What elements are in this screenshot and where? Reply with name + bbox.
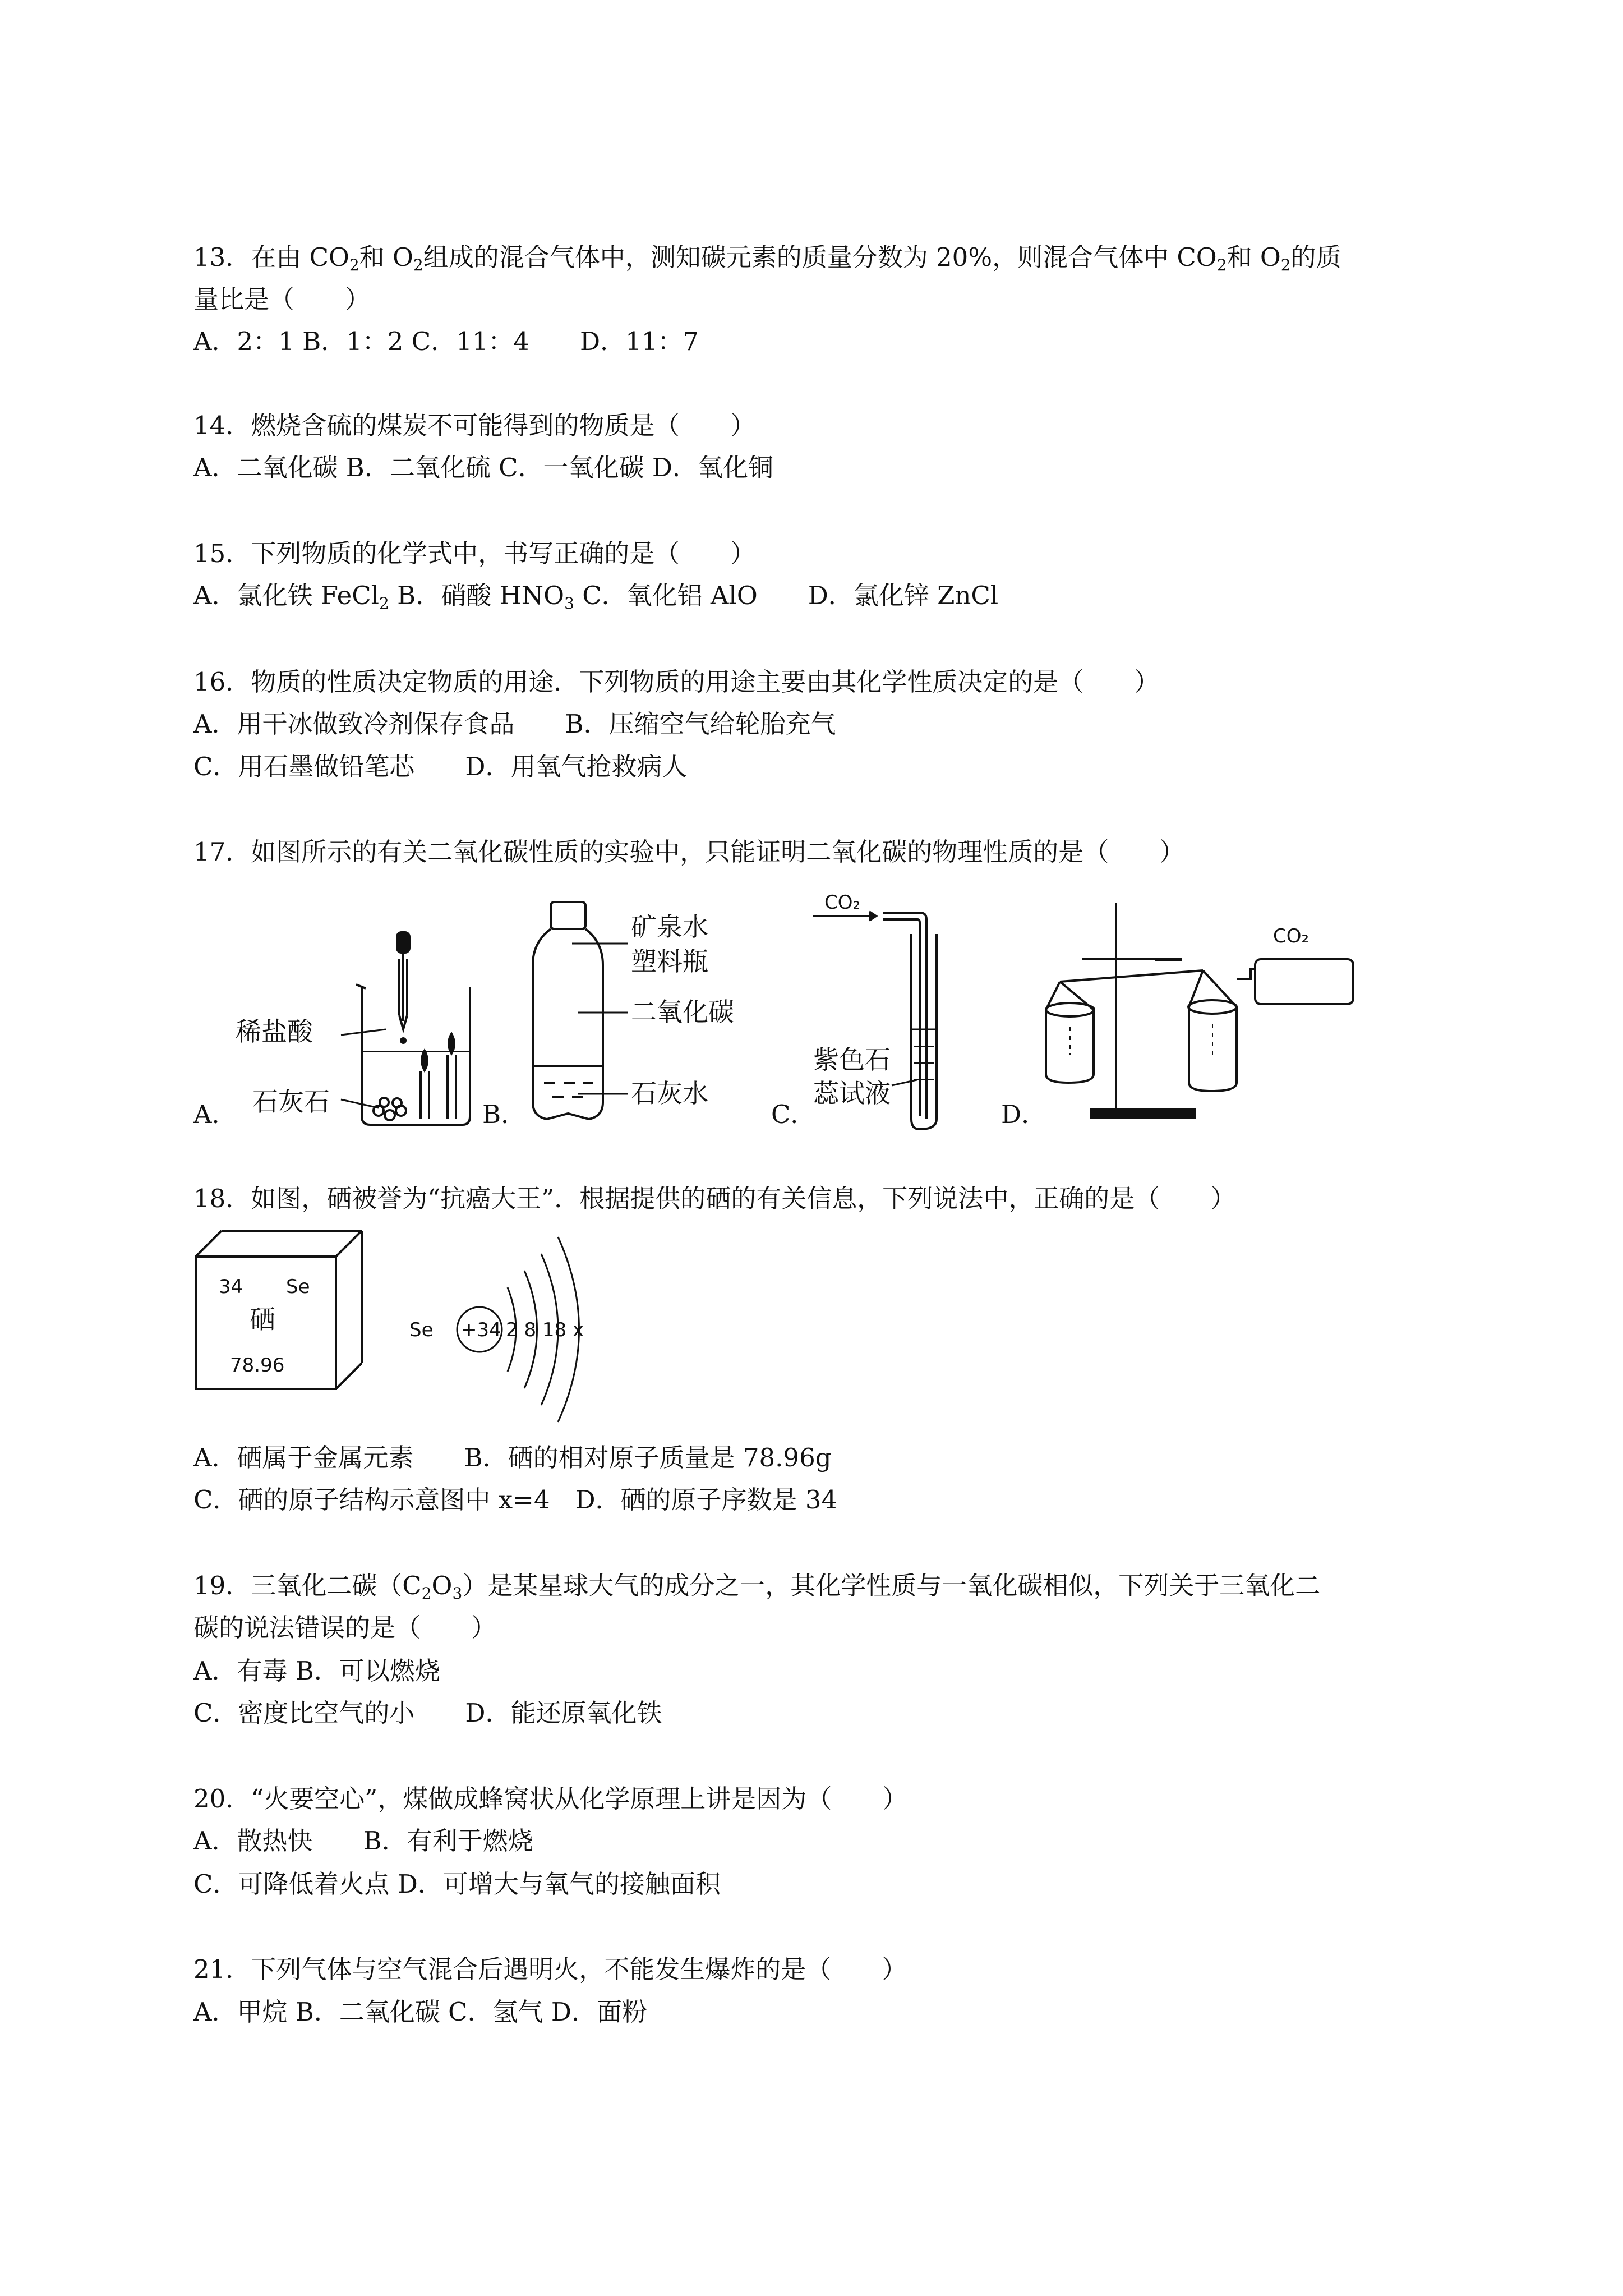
q13-stem-line1: 13．在由 $CO_2$和 $O_2$组成的混合气体中，测知碳元素的质量分数为 20%，则混合气体中 $CO_2$和 $O_2$的质 [193, 242, 1341, 274]
q16-stem: 16．物质的性质决定物质的用途．下列物质的用途主要由其化学性质决定的是（ ） [193, 667, 1160, 697]
q17-option-d-label: D． [1001, 1099, 1047, 1129]
q19-options-row2: C．密度比空气的小 D．能还原氧化铁 [193, 1698, 662, 1728]
q17-figure-c [808, 884, 981, 1136]
q18-atom-nucleus: +34 [461, 1319, 501, 1341]
q17-fig-a-stone-label: 石灰石 [252, 1087, 330, 1117]
q20-options-row2: C．可降低着火点 D．可增大与氧气的接触面积 [193, 1869, 721, 1899]
q21-stem: 21．下列气体与空气混合后遇明火，不能发生爆炸的是（ ） [193, 1954, 907, 1984]
q17-figure-a [236, 926, 471, 1133]
q21-options: A．甲烷 B．二氧化碳 C．氢气 D．面粉 [193, 1997, 647, 2027]
q17-option-c-label: C． [771, 1099, 816, 1129]
q17-fig-c-litmus-label-2: 蕊试液 [813, 1078, 891, 1108]
q18-atom-shells: 2 8 18 x [506, 1319, 584, 1341]
q17-stem: 17．如图所示的有关二氧化碳性质的实验中，只能证明二氧化碳的物理性质的是（ ） [193, 837, 1185, 867]
q15-stem: 15．下列物质的化学式中，书写正确的是（ ） [193, 539, 756, 568]
q19-stem-line1: 19．三氧化二碳$(C_2O_3)$是某星球大气的成分之一，其化学性质与一氧化碳相似，下列关于三氧化二 [193, 1571, 1321, 1603]
q17-fig-c-litmus-label-1: 紫色石 [813, 1045, 891, 1075]
q18-atom-diagram [404, 1220, 606, 1439]
q14-options: A．二氧化碳 B．二氧化硫 C．一氧化碳 D．氧化铜 [193, 453, 773, 482]
q14-stem: 14．燃烧含硫的煤炭不可能得到的物质是（ ） [193, 411, 756, 440]
q19-stem-line2: 碳的说法错误的是（ ） [193, 1613, 497, 1642]
q19-options-row1: A．有毒 B．可以燃烧 [193, 1656, 440, 1686]
q20-stem: 20．“火要空心”，煤做成蜂窝状从化学原理上讲是因为（ ） [193, 1784, 908, 1814]
q13-stem-line2: 量比是（ ） [193, 284, 371, 314]
q17-fig-d-gas-label: CO₂ [1273, 925, 1310, 947]
q18-card-symbol: Se [286, 1276, 310, 1298]
q18-atom-symbol: Se [409, 1319, 434, 1341]
q16-options-row2: C．用石墨做铅笔芯 D．用氧气抢救病人 [193, 752, 688, 781]
q18-card-mass: 78.96 [230, 1354, 285, 1377]
q17-fig-b-water-label: 矿泉水 [631, 912, 708, 942]
q17-fig-c-gas-label: CO₂ [824, 891, 861, 914]
q17-fig-b-lime-label: 石灰水 [631, 1078, 708, 1108]
q15-options: A．氯化铁 FeCl$_2$ B．硝酸 $HNO_3$ C．氧化铝 AlO D．氯化锌 ZnCl [193, 581, 999, 613]
q18-options-row1: A．硒属于金属元素 B．硒的相对原子质量是 78.96g [193, 1443, 832, 1473]
q18-card-name: 硒 [250, 1304, 275, 1335]
q17-fig-b-gas-label: 二氧化碳 [631, 997, 734, 1027]
q17-fig-b-bottle-label: 塑料瓶 [631, 946, 708, 977]
q17-figure-b [522, 898, 757, 1133]
q18-options-row2: C．硒的原子结构示意图中 x=4 D．硒的原子序数是 34 [193, 1485, 838, 1515]
q17-option-a-label: A． [193, 1099, 237, 1129]
q18-element-card [193, 1228, 384, 1397]
q20-options-row1: A．散热快 B．有利于燃烧 [193, 1826, 533, 1856]
q18-card-number: 34 [219, 1276, 243, 1298]
q17-fig-a-acid-label: 稀盐酸 [236, 1016, 313, 1047]
q13-options: A．2：1 B．1：2 C．11：4 D．11：7 [193, 326, 699, 356]
q16-options-row1: A．用干冰做致冷剂保存食品 B．压缩空气给轮胎充气 [193, 709, 836, 739]
q17-figure-d [1043, 898, 1363, 1128]
q17-option-b-label: B． [482, 1099, 527, 1129]
q18-stem: 18．如图，硒被誉为“抗癌大王”．根据提供的硒的有关信息，下列说法中，正确的是（ ） [193, 1184, 1236, 1213]
